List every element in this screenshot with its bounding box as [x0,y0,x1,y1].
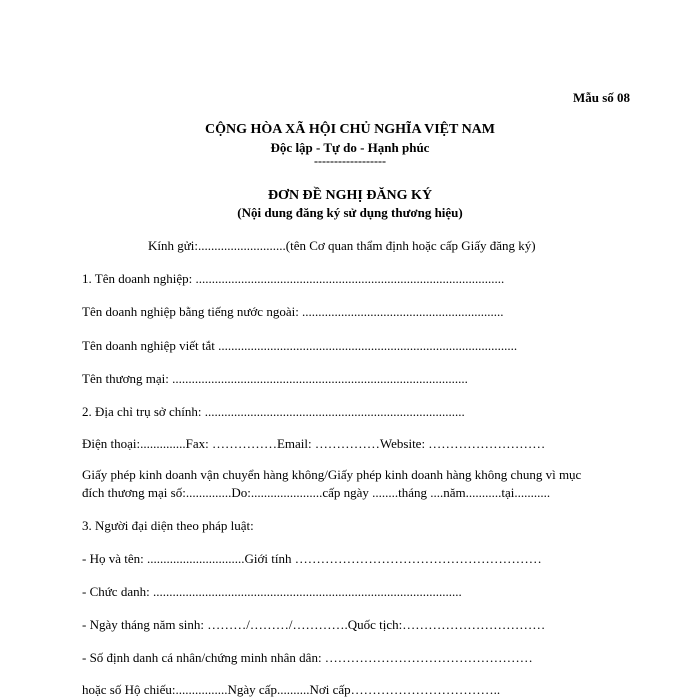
passport-field: hoặc số Hộ chiếu:................Ngày cấp..........Nơi cấp…………………………….. [82,682,501,697]
company-name-field: 1. Tên doanh nghiệp: ............................................................................................... [82,271,505,286]
form-number: Mẫu số 08 [572,90,630,105]
license-field-line1: Giấy phép kinh doanh vận chuyển hàng không/Giấy phép kinh doanh hàng không chung vì mục [82,467,582,482]
full-name-field: - Họ và tên: ..............................Giới tính ………………………………………………… [82,551,542,566]
license-field-line2: đích thương mại số:..............Do:......................cấp ngày ........tháng ....năm...........tại........... [82,485,551,500]
position-field: - Chức danh: ............................................................................................... [82,584,462,599]
company-name-foreign-field: Tên doanh nghiệp bằng tiếng nước ngoài: .............................................................. [82,304,504,319]
company-name-short-field: Tên doanh nghiệp viết tắt ............................................................................................ [82,338,518,353]
contact-field: Điện thoại:..............Fax: ……………Email: ……………Website: ……………………… [82,436,546,451]
trade-name-field: Tên thương mại: ........................................................................................... [82,371,468,386]
id-number-field: - Số định danh cá nhân/chứng minh nhân dân: ………………………………………… [82,650,533,665]
header-divider: ------------------ [314,154,386,168]
dob-field: - Ngày tháng năm sinh: ………/………/………….Quốc tịch:…………………………… [82,617,546,632]
national-motto: Độc lập - Tự do - Hạnh phúc [270,140,430,155]
legal-rep-heading: 3. Người đại diện theo pháp luật: [82,518,254,533]
form-subtitle: (Nội dung đăng ký sử dụng thương hiệu) [237,205,463,220]
salutation-line: Kính gửi:...........................(tên Cơ quan thẩm định hoặc cấp Giấy đăng ký) [148,238,536,253]
national-title: CỘNG HÒA XÃ HỘI CHỦ NGHĨA VIỆT NAM [204,122,495,137]
form-title: ĐƠN ĐỀ NGHỊ ĐĂNG KÝ [267,188,433,203]
head-office-field: 2. Địa chỉ trụ sở chính: ................................................................................ [82,404,465,419]
